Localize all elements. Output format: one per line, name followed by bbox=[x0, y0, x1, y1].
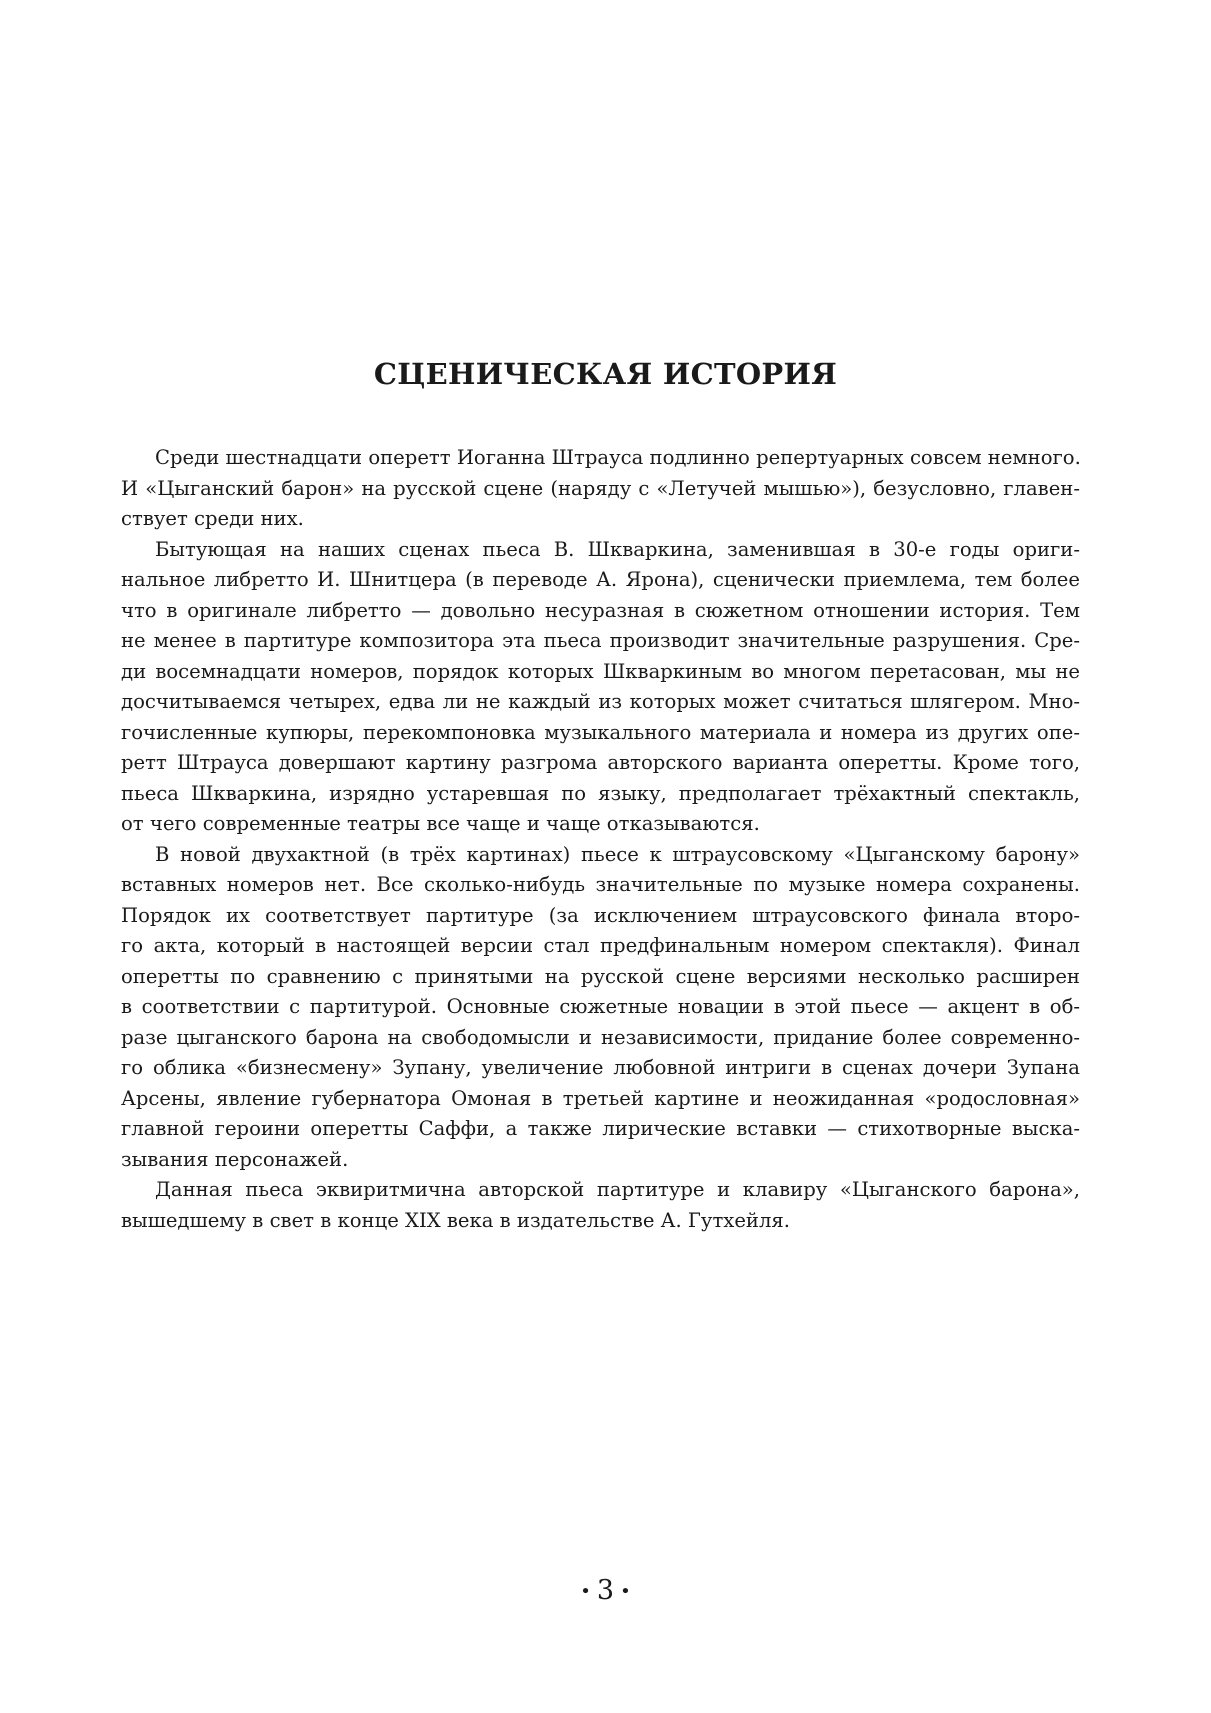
page-title: СЦЕНИЧЕСКАЯ ИСТОРИЯ bbox=[373, 357, 838, 391]
text-line: не менее в партитуре композитора эта пьеса производит значительные разрушения. Сре- bbox=[121, 629, 1080, 652]
text-line: пьеса Шкваркина, изрядно устаревшая по языку, предполагает трёхактный спектакль, bbox=[121, 781, 1080, 805]
text-line: Порядок их соответствует партитуре (за исключением штраусовского финала второ- bbox=[121, 903, 1080, 927]
text-line: В новой двухактной (в трёх картинах) пьесе к штраусовскому «Цыганскому барону» bbox=[155, 842, 1080, 866]
text-line: зывания персонажей. bbox=[121, 1147, 349, 1171]
text-line: вышедшему в свет в конце XIX века в издательстве А. Гутхейля. bbox=[121, 1208, 791, 1232]
text-line: что в оригинале либретто — довольно несуразная в сюжетном отношении история. Тем bbox=[121, 598, 1080, 622]
page-number-value: 3 bbox=[596, 1575, 615, 1606]
text-line: ствует среди них. bbox=[121, 507, 304, 530]
text-line: Бытующая на наших сценах пьеса В. Шкваркина, заменившая в 30-е годы ориги- bbox=[155, 537, 1080, 561]
bullet-icon: • bbox=[620, 1580, 631, 1602]
text-line: го облика «бизнесмену» Зупану, увеличение любовной интриги в сценах дочери Зупана bbox=[121, 1056, 1080, 1079]
page-number bbox=[0, 1574, 1211, 1609]
text-line: И «Цыганский барон» на русской сцене (наряду с «Летучей мышью»), безусловно, главен- bbox=[121, 476, 1080, 500]
text-line: оперетты по сравнению с принятыми на русской сцене версиями несколько расширен bbox=[121, 964, 1080, 988]
paragraph-2 bbox=[121, 535, 1080, 840]
text-line: го акта, который в настоящей версии стал предфинальным номером спектакля). Финал bbox=[121, 934, 1080, 957]
text-line: Данная пьеса эквиритмична авторской партитуре и клавиру «Цыганского барона», bbox=[155, 1178, 1080, 1201]
paragraph-1 bbox=[121, 443, 1080, 535]
text-line: ретт Штрауса довершают картину разгрома авторского варианта оперетты. Кроме того, bbox=[121, 751, 1080, 774]
text-line: гочисленные купюры, перекомпоновка музыкального материала и номера из других опе- bbox=[121, 720, 1080, 744]
bullet-icon: • bbox=[580, 1580, 591, 1602]
text-line: в соответствии с партитурой. Основные сюжетные новации в этой пьесе — акцент в об- bbox=[121, 995, 1080, 1018]
paragraph-4 bbox=[121, 1175, 1080, 1236]
text-line: вставных номеров нет. Все сколько-нибудь значительные по музыке номера сохранены. bbox=[121, 873, 1080, 896]
text-line: нальное либретто И. Шнитцера (в переводе А. Ярона), сценически приемлема, тем более bbox=[121, 568, 1080, 591]
text-line: досчитываемся четырех, едва ли не каждый из которых может считаться шлягером. Мно- bbox=[121, 690, 1080, 713]
text-line: Арсены, явление губернатора Омоная в третьей картине и неожиданная «родословная» bbox=[121, 1086, 1080, 1110]
text-line: от чего современные театры все чаще и чаще отказываются. bbox=[121, 812, 760, 835]
text-line: главной героини оперетты Саффи, а также лирические вставки — стихотворные выска- bbox=[121, 1117, 1080, 1140]
text-line: ди восемнадцати номеров, порядок которых Шкваркиным во многом перетасован, мы не bbox=[121, 659, 1080, 683]
body-text bbox=[121, 443, 1080, 1236]
paragraph-3 bbox=[121, 840, 1080, 1176]
text-line: Среди шестнадцати оперетт Иоганна Штрауса подлинно репертуарных совсем немного. bbox=[155, 446, 1081, 469]
text-line: разе цыганского барона на свободомысли и независимости, придание более современно- bbox=[121, 1025, 1080, 1049]
